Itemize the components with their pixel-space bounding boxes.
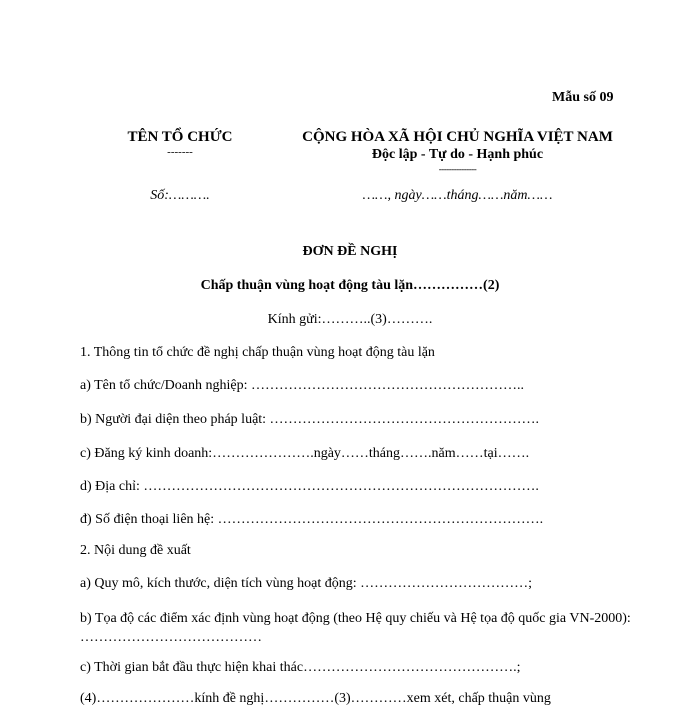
org-name-line: a) Tên tổ chức/Doanh nghiệp: ………………………………………………….. xyxy=(80,378,525,393)
address-line: d) Địa chỉ: …………………………………………………………………………. xyxy=(80,479,539,494)
document-number: Số:………. xyxy=(150,188,210,203)
document-subtitle: Chấp thuận vùng hoạt động tàu lặn……………(2) xyxy=(200,278,500,293)
recipient-line: Kính gửi:………..(3)………. xyxy=(267,312,433,327)
business-registration-line: c) Đăng ký kinh doanh:………………….ngày……tháng…….năm……tại……. xyxy=(80,446,530,461)
motto-underline: --------------- xyxy=(438,164,477,174)
phone-line: đ) Số điện thoại liên hệ: ……………………………………………………………. xyxy=(80,512,544,527)
republic-title: CỘNG HÒA XÃ HỘI CHỦ NGHĨA VIỆT NAM xyxy=(302,129,613,145)
document-title: ĐƠN ĐỀ NGHỊ xyxy=(302,244,398,259)
section-1-heading: 1. Thông tin tổ chức đề nghị chấp thuận vùng hoạt động tàu lặn xyxy=(80,345,435,360)
organization-name: TÊN TỔ CHỨC xyxy=(127,129,233,145)
section-2-heading: 2. Nội dung đề xuất xyxy=(80,543,191,558)
request-line: (4)…………………kính đề nghị……………(3)…………xem xét, chấp thuận vùng xyxy=(80,691,551,706)
coordinates-paragraph: b) Tọa độ các điểm xác định vùng hoạt động (theo Hệ quy chiếu và Hệ tọa độ quốc gia VN-2000): ………………………………… xyxy=(80,611,631,645)
form-number: Mẫu số 09 xyxy=(552,90,614,105)
place-date: ……, ngày……tháng……năm…… xyxy=(362,188,553,203)
organization-underline: ------- xyxy=(167,146,193,158)
start-time-line: c) Thời gian bắt đầu thực hiện khai thác……………………………………….; xyxy=(80,660,521,675)
operation-scale-line: a) Quy mô, kích thước, diện tích vùng hoạt động: ………………………………; xyxy=(80,576,533,591)
national-motto: Độc lập - Tự do - Hạnh phúc xyxy=(371,147,544,162)
legal-representative-line: b) Người đại diện theo pháp luật: …………………………………………………. xyxy=(80,412,540,427)
